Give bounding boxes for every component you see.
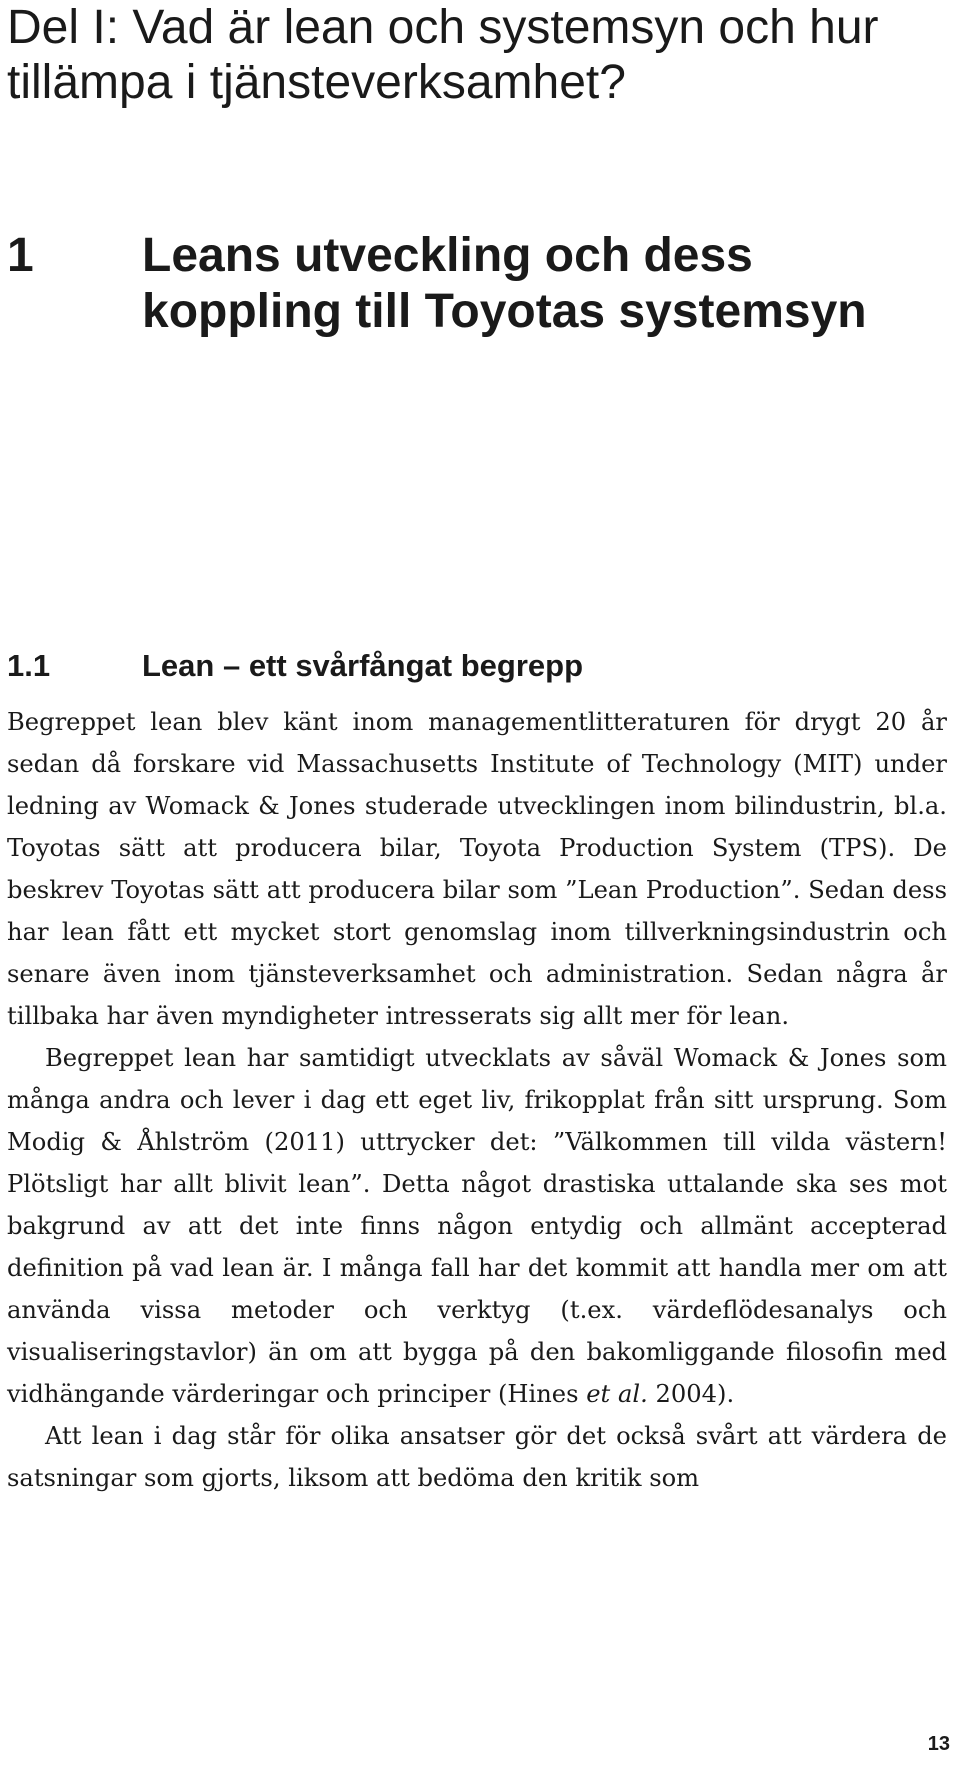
paragraph-2-italic: et al. <box>586 1380 648 1408</box>
paragraph-2-end: 2004). <box>647 1380 735 1408</box>
chapter-number: 1 <box>7 229 34 282</box>
section-title: Lean – ett svårfångat begrepp <box>142 648 584 683</box>
paragraph-2 <box>7 1037 947 1415</box>
paragraph-3: Att lean i dag står för olika ansatser gör det också svårt att värdera de satsningar som gjorts, liksom att bedöma den kritik som <box>7 1422 947 1492</box>
page-number: 13 <box>927 1733 950 1755</box>
chapter-title: Leans utveckling och dess koppling till Toyotas systemsyn <box>142 229 867 338</box>
paragraph-1: Begreppet lean blev känt inom managementlitteraturen för drygt 20 år sedan då forskare vid Massachusetts Institute of Technology (MIT) under ledning av Womack & Jones studerade utvecklingen inom bilindustrin, bl.a. Toyotas sätt att producera bilar, Toyota Production System (TPS). De beskrev Toyotas sätt att producera bilar som ”Lean Production”. Sedan dess har lean fått ett mycket stort genomslag inom tillverkningsindustrin och senare även inom tjänsteverksamhet och administration. Sedan några år tillbaka har även myndigheter intresserats sig allt mer för lean. <box>7 708 947 1030</box>
section-number: 1.1 <box>7 648 51 683</box>
paragraph-2-text: Begreppet lean har samtidigt utvecklats av såväl Womack & Jones som många andra och lever i dag ett eget liv, frikopplat från sitt ursprung. Som Modig & Åhlström (2011) uttrycker det: ”Välkommen till vilda västern! Plötsligt har allt blivit lean”. Detta något drastiska uttalande ska ses mot bakgrund av att det inte finns någon entydig och allmänt accepterad definition på vad lean är. I många fall har det kommit att handla mer om att använda vissa metoder och verktyg (t.ex. värdeflödesanalys och visualiseringstavlor) än om att bygga på den bakomliggande filosofin med vidhängande värderingar och principer (Hines <box>7 1044 947 1408</box>
body-text <box>7 701 947 1499</box>
part-title: Del I: Vad är lean och systemsyn och hur tillämpa i tjänsteverksamhet? <box>7 1 879 109</box>
